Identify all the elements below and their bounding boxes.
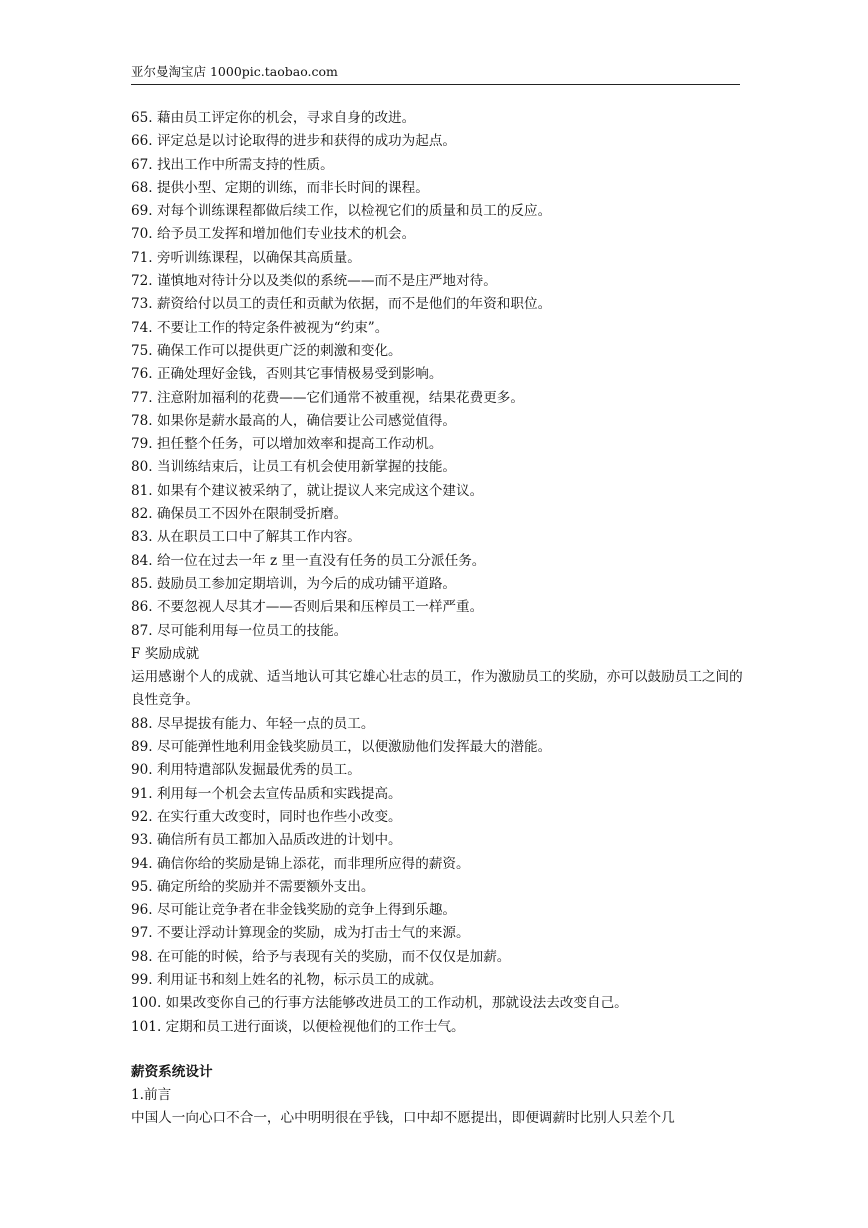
list-item: 79. 担任整个任务，可以增加效率和提高工作动机。 (131, 436, 443, 453)
list-item: 69. 对每个训练课程都做后续工作，以检视它们的质量和员工的反应。 (131, 203, 552, 220)
list-item: 67. 找出工作中所需支持的性质。 (131, 156, 334, 173)
list-item: 80. 当训练结束后，让员工有机会使用新掌握的技能。 (131, 459, 457, 476)
list-item: 71. 旁听训练课程，以确保其高质量。 (131, 249, 361, 266)
list-item: 94. 确信你给的奖励是锦上添花，而非理所应得的薪资。 (131, 855, 470, 872)
list-section-a (131, 107, 743, 643)
list-item: 89. 尽可能弹性地利用金钱奖励员工，以便激励他们发挥最大的潜能。 (131, 739, 552, 756)
list-item: 88. 尽早提拔有能力、年轻一点的员工。 (131, 715, 375, 732)
list-item: 99. 利用证书和刻上姓名的礼物，标示员工的成就。 (131, 971, 443, 988)
section-f-intro: 运用感谢个人的成就、适当地认可其它雄心壮志的员工，作为激励员工的奖励，亦可以鼓励员工之间的良性竞争。 (131, 669, 743, 709)
list-item: 91. 利用每一个机会去宣传品质和实践提高。 (131, 785, 402, 802)
list-item: 98. 在可能的时候，给予与表现有关的奖励，而不仅仅是加薪。 (131, 948, 511, 965)
list-item: 70. 给予员工发挥和增加他们专业技术的机会。 (131, 226, 416, 243)
page-header: 亚尔曼淘宝店 1000pic.taobao.com (131, 64, 740, 85)
list-section-b (131, 713, 743, 1039)
list-item: 86. 不要忽视人尽其才——否则后果和压榨员工一样严重。 (131, 599, 484, 616)
list-item: 82. 确保员工不因外在限制受折磨。 (131, 506, 348, 523)
list-item: 90. 利用特遣部队发掘最优秀的员工。 (131, 762, 361, 779)
list-item: 100. 如果改变你自己的行事方法能够改进员工的工作动机，那就设法去改变自己。 (131, 995, 628, 1012)
list-item: 101. 定期和员工进行面谈，以便检视他们的工作士气。 (131, 1018, 465, 1035)
list-item: 85. 鼓励员工参加定期培训，为今后的成功铺平道路。 (131, 575, 457, 592)
list-item: 96. 尽可能让竞争者在非金钱奖励的竞争上得到乐趣。 (131, 902, 457, 919)
list-item: 75. 确保工作可以提供更广泛的刺激和变化。 (131, 342, 402, 359)
list-item: 74. 不要让工作的特定条件被视为“约束”。 (131, 319, 389, 336)
list-item: 77. 注意附加福利的花费——它们通常不被重视，结果花费更多。 (131, 389, 524, 406)
list-item: 81. 如果有个建议被采纳了，就让提议人来完成这个建议。 (131, 482, 484, 499)
salary-section-title: 薪资系统设计 (131, 1063, 213, 1080)
list-item: 92. 在实行重大改变时，同时也作些小改变。 (131, 808, 402, 825)
section-spacer (131, 1039, 743, 1061)
list-item: 83. 从在职员工口中了解其工作内容。 (131, 529, 361, 546)
list-item: 97. 不要让浮动计算现金的奖励，成为打击士气的来源。 (131, 925, 470, 942)
document-body (131, 107, 743, 1131)
list-item: 87. 尽可能利用每一位员工的技能。 (131, 622, 348, 639)
section-f-heading: F 奖励成就 (131, 645, 200, 662)
list-item: 68. 提供小型、定期的训练，而非长时间的课程。 (131, 179, 429, 196)
list-item: 72. 谨慎地对待计分以及类似的系统——而不是庄严地对待。 (131, 273, 497, 290)
list-item: 65. 藉由员工评定你的机会，寻求自身的改进。 (131, 110, 416, 126)
list-item: 78. 如果你是薪水最高的人，确信要让公司感觉值得。 (131, 412, 457, 429)
list-item: 84. 给一位在过去一年 z 里一直没有任务的员工分派任务。 (131, 552, 486, 569)
list-item: 95. 确定所给的奖励并不需要额外支出。 (131, 878, 375, 895)
salary-paragraph: 中国人一向心口不合一，心中明明很在乎钱，口中却不愿提出，即便调薪时比别人只差个几 (131, 1110, 675, 1127)
salary-subheading: 1.前言 (131, 1087, 172, 1104)
list-item: 66. 评定总是以讨论取得的进步和获得的成功为起点。 (131, 133, 457, 150)
list-item: 76. 正确处理好金钱，否则其它事情极易受到影响。 (131, 366, 443, 383)
list-item: 73. 薪资给付以员工的责任和贡献为依据，而不是他们的年资和职位。 (131, 296, 552, 313)
list-item: 93. 确信所有员工都加入品质改进的计划中。 (131, 832, 402, 849)
